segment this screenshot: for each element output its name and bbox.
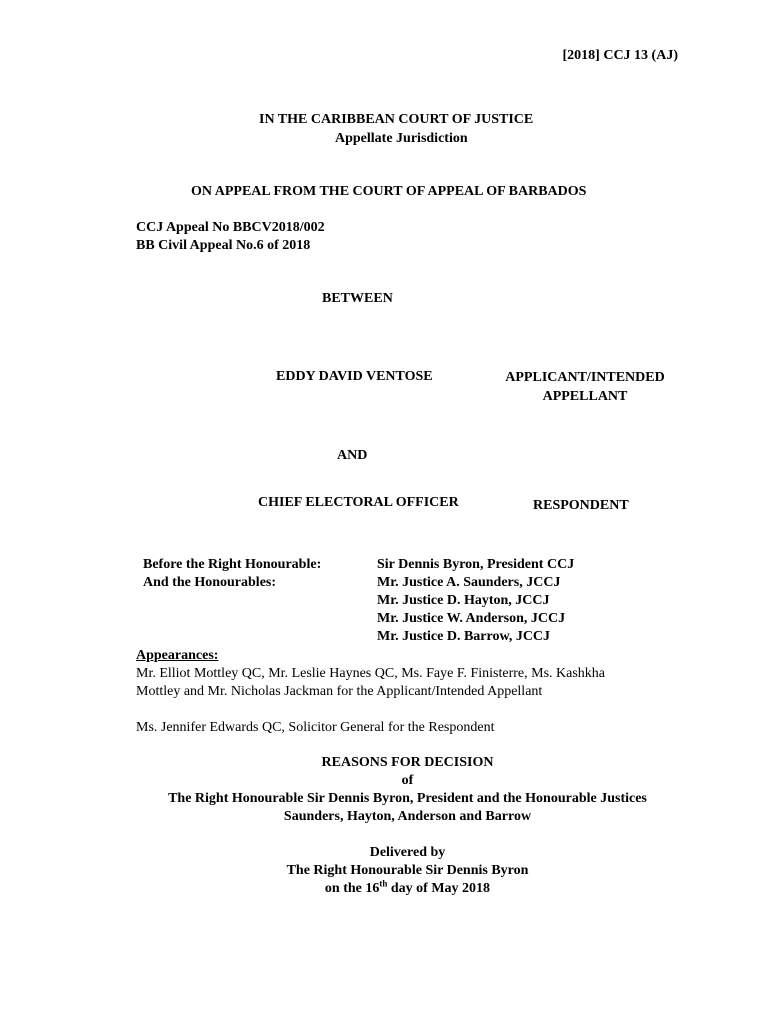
applicant-role-line2: APPELLANT [542, 389, 628, 404]
judge-saunders: Mr. Justice A. Saunders, JCCJ [377, 575, 561, 590]
delivered-date-ordinal: th [379, 878, 388, 889]
delivered-date-prefix: on the 16 [324, 881, 380, 896]
delivered-date [0, 880, 770, 898]
bb-appeal-number: BB Civil Appeal No.6 of 2018 [136, 238, 311, 253]
court-name: IN THE CARIBBEAN COURT OF JUSTICE [259, 112, 534, 127]
respondent-role: RESPONDENT [533, 498, 629, 513]
appearances-respondent: Ms. Jennifer Edwards QC, Solicitor General for the Respondent [136, 720, 495, 735]
reasons-judges-line1: The Right Honourable Sir Dennis Byron, President and the Honourable Justices [168, 791, 647, 806]
bench-label-honourables: And the Honourables: [143, 575, 277, 590]
court-jurisdiction: Appellate Jurisdiction [335, 131, 468, 146]
judge-hayton: Mr. Justice D. Hayton, JCCJ [377, 593, 550, 608]
ccj-appeal-number: CCJ Appeal No BBCV2018/002 [136, 220, 325, 235]
between-label: BETWEEN [322, 291, 393, 306]
judge-anderson: Mr. Justice W. Anderson, JCCJ [377, 611, 566, 626]
delivered-label: Delivered by [369, 845, 446, 860]
appearances-heading: Appearances: [136, 648, 219, 663]
judge-barrow: Mr. Justice D. Barrow, JCCJ [377, 629, 551, 644]
appearances-applicant-line1: Mr. Elliot Mottley QC, Mr. Leslie Haynes QC, Ms. Faye F. Finisterre, Ms. Kashkha [136, 666, 606, 681]
applicant-name: EDDY DAVID VENTOSE [276, 369, 433, 384]
delivered-by: The Right Honourable Sir Dennis Byron [286, 863, 529, 878]
delivered-date-suffix: day of May 2018 [387, 881, 491, 896]
reasons-title: REASONS FOR DECISION [321, 755, 494, 770]
reasons-of: of [401, 773, 414, 788]
applicant-role-line1: APPLICANT/INTENDED [505, 370, 665, 385]
and-label: AND [337, 448, 368, 463]
bench-label-president: Before the Right Honourable: [143, 557, 322, 572]
reasons-judges-line2: Saunders, Hayton, Anderson and Barrow [283, 809, 532, 824]
appearances-applicant-line2: Mottley and Mr. Nicholas Jackman for the Applicant/Intended Appellant [136, 684, 543, 699]
appeal-from: ON APPEAL FROM THE COURT OF APPEAL OF BARBADOS [191, 184, 587, 199]
respondent-name: CHIEF ELECTORAL OFFICER [258, 495, 459, 510]
citation: [2018] CCJ 13 (AJ) [562, 48, 678, 63]
judge-byron: Sir Dennis Byron, President CCJ [377, 557, 575, 572]
